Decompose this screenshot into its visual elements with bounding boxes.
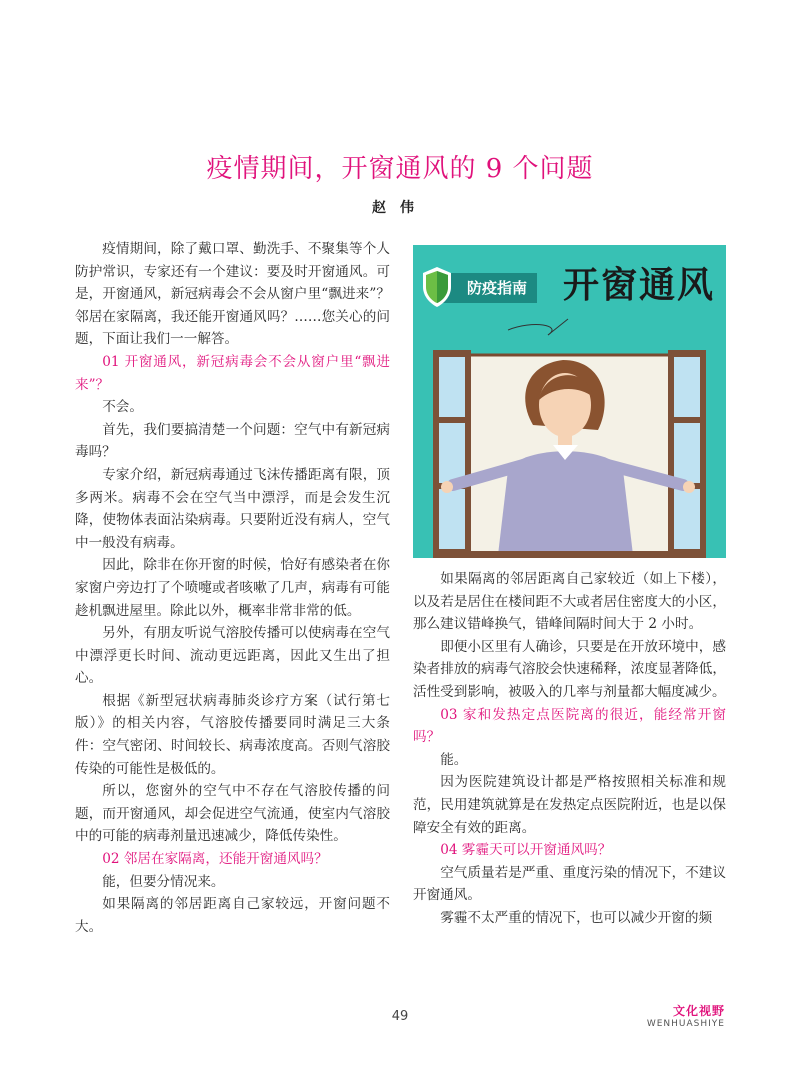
paragraph: 雾霾不太严重的情况下，也可以减少开窗的频: [440, 909, 713, 926]
article-author: 赵伟: [372, 200, 428, 216]
paragraph: 即便小区里有人确诊，只要是在开放环境中，感染者排放的病毒气溶胶会快速稀释，浓度显著降低，活性受到影响，被吸入的几率与剂量都大幅度减少。: [413, 638, 726, 700]
page-number: 49: [391, 1009, 409, 1024]
brand-name-cn: 文化视野: [672, 1004, 725, 1018]
paragraph: 所以，您窗外的空气中不存在气溶胶传播的问题，而开窗通风，却会促进空气流通，使室内气溶胶中的可能的病毒剂量迅速减少，降低传染性。: [75, 783, 390, 845]
paragraph: 首先，我们要搞清楚一个问题：空气中有新冠病毒吗？: [75, 421, 390, 461]
section-heading: 04 雾霾天可以开窗通风吗？: [440, 842, 612, 859]
section-heading: 03 家和发热定点医院离的很近，能经常开窗吗？: [413, 706, 726, 746]
paragraph: 根据《新型冠状病毒肺炎诊疗方案（试行第七版）》的相关内容，气溶胶传播要同时满足三大条件：空气密闭、时间较长、病毒浓度高。否则气溶胶传染的可能性是极低的。: [75, 692, 390, 777]
window-scene: [413, 305, 726, 558]
left-column: [75, 238, 390, 938]
paragraph: 空气质量若是严重、重度污染的情况下，不建议开窗通风。: [413, 864, 726, 904]
paragraph: 不会。: [102, 399, 143, 416]
article-title: 疫情期间，开窗通风的 9 个问题: [206, 154, 594, 184]
paragraph: 如果隔离的邻居距离自己家较远，开窗问题不大。: [75, 896, 390, 935]
magazine-brand: [647, 1002, 725, 1029]
section-heading: 02 邻居在家隔离，还能开窗通风吗？: [102, 851, 328, 868]
paragraph: 疫情期间，除了戴口罩、勤洗手、不聚集等个人防护常识，专家还有一个建议：要及时开窗通风。可是，开窗通风，新冠病毒会不会从窗户里“飘进来”？邻居在家隔离，我还能开窗通风吗？……您关心的问题，下面让我们一一解答。: [75, 241, 390, 348]
paragraph: 另外，有朋友听说气溶胶传播可以使病毒在空气中漂浮更长时间、流动更远距离，因此又生出了担心。: [75, 625, 390, 687]
paragraph: 专家介绍，新冠病毒通过飞沫传播距离有限，顶多两米。病毒不会在空气当中漂浮，而是会发生沉降，使物体表面沾染病毒。只要附近没有病人，空气中一般没有病毒。: [75, 466, 390, 551]
paragraph: 如果隔离的邻居距离自己家较近（如上下楼），以及若是居住在楼间距不大或者居住密度大的小区，那么建议错峰换气，错峰间隔时间大于 2 小时。: [413, 571, 726, 633]
illustration-tag-label: 防疫指南: [467, 279, 528, 297]
illustration: [413, 245, 726, 558]
illustration-tag: [441, 273, 537, 303]
paragraph: 因为医院建筑设计都是严格按照相关标准和规范，民用建筑就算是在发热定点医院附近，也是以保障安全有效的距离。: [413, 774, 726, 836]
shield-icon: [421, 265, 453, 309]
illustration-headline: 开窗通风: [563, 265, 716, 306]
right-column: [413, 568, 726, 930]
brand-name-en: WENHUASHIYE: [646, 1019, 725, 1029]
paragraph: 因此，除非在你开窗的时候，恰好有感染者在你家窗户旁边打了个喷嚏或者咳嗽了几声，病毒有可能趁机飘进屋里。除此以外，概率非常非常的低。: [75, 557, 390, 619]
paragraph: 能，但要分情况来。: [102, 873, 225, 890]
paragraph: 能。: [440, 751, 468, 768]
section-heading: 01 开窗通风，新冠病毒会不会从窗户里“飘进来”？: [75, 353, 390, 393]
